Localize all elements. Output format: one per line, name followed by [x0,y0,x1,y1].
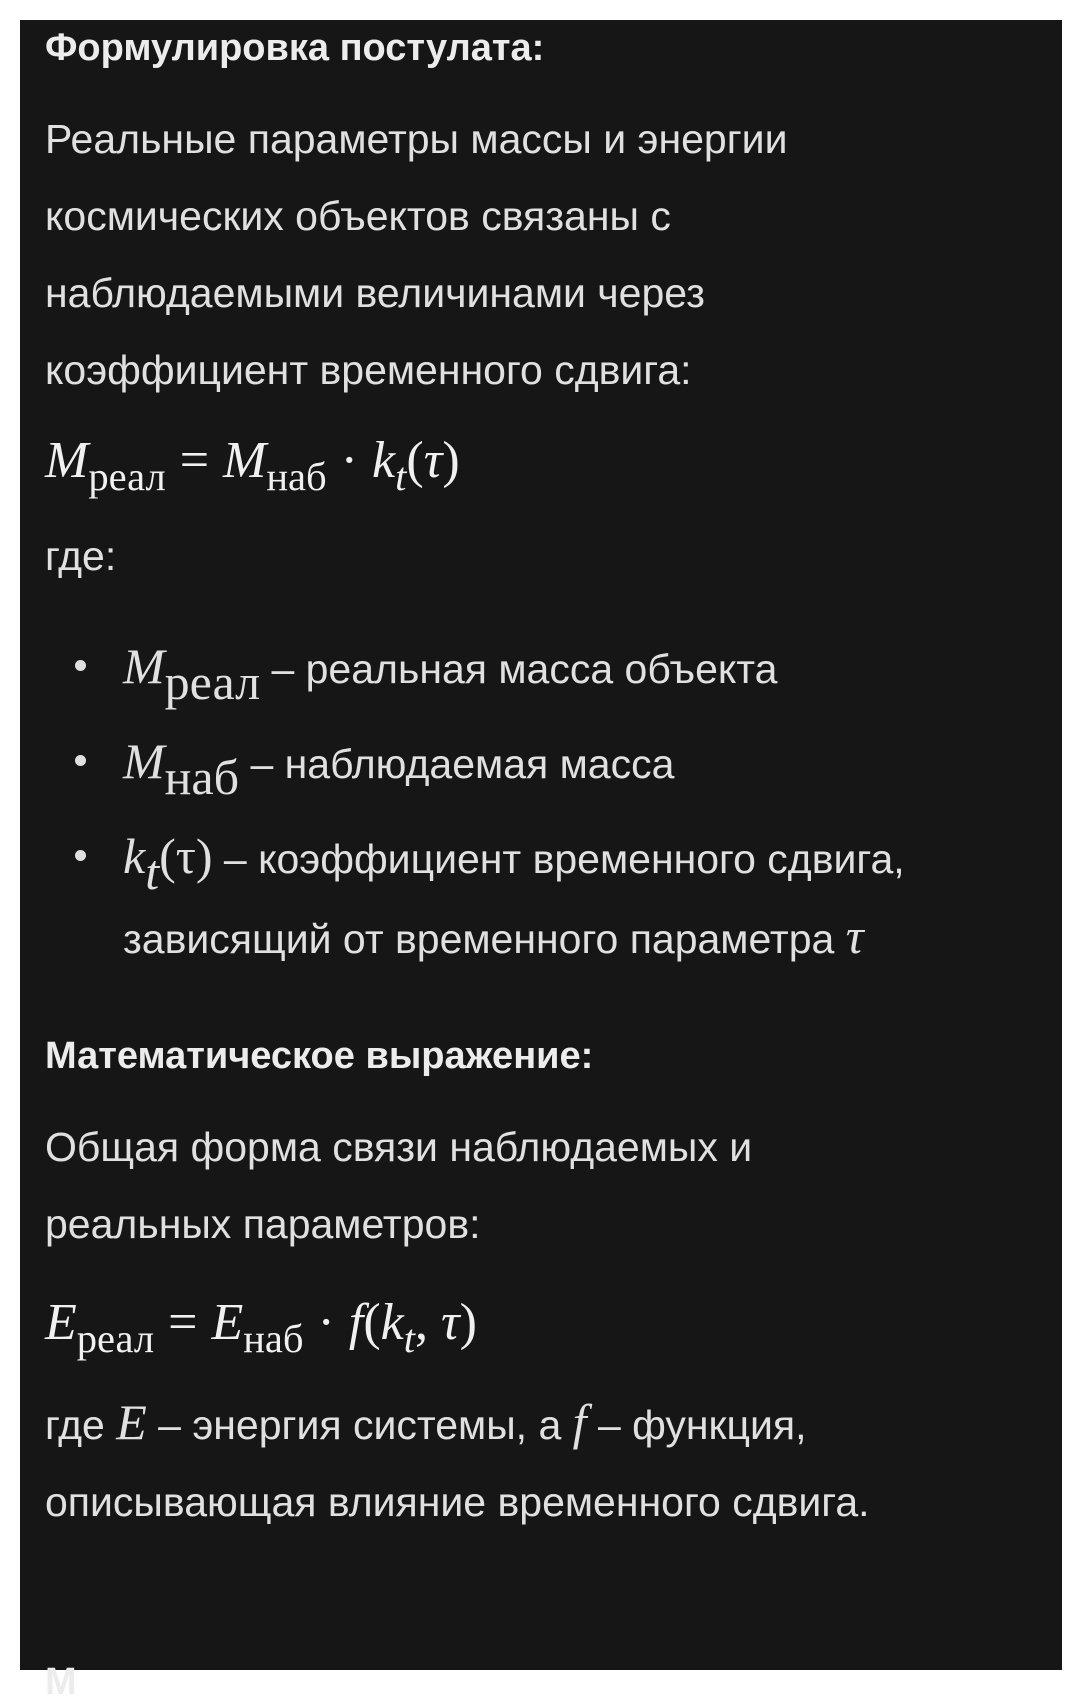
formula-subscript: наб [266,453,327,499]
paragraph-line: Общая форма связи наблюдаемых и [45,1124,753,1170]
formula-subscript: t [395,453,407,499]
note-text: где [45,1402,117,1448]
bullet-icon [75,660,86,671]
paragraph-line: космических объектов связаны с [45,193,671,239]
item-text: – реальная масса объекта [260,646,778,692]
where-label: где: [45,533,117,579]
note-text: – функция, [586,1402,807,1448]
item-symbol: k [123,828,146,884]
formula-subscript: реал [76,1315,155,1361]
list-item [45,818,1045,978]
item-subscript: реал [164,654,261,710]
formula-subscript: t [403,1315,416,1361]
item-text: зависящий от временного параметра [123,916,846,962]
formula-paren: ) [442,432,460,489]
note-symbol: E [116,1394,147,1450]
bullet-icon [75,850,86,861]
formula-equals: = [168,1294,198,1351]
formula-paren: ) [459,1294,477,1351]
formula-dot: · [317,1294,335,1351]
item-text: – коэффициент временного сдвига, [212,836,905,882]
postulate-paragraph [45,101,1045,409]
formula-symbol: M [45,432,89,489]
formula-subscript: наб [243,1315,304,1361]
list-item [45,723,1045,803]
formula-subscript: реал [88,453,166,499]
item-symbol: M [123,638,165,694]
note-paragraph [45,1384,1045,1541]
paragraph-line: Реальные параметры массы и энергии [45,116,788,162]
mass-formula [45,416,1045,509]
bullet-icon [75,755,86,766]
formula-symbol: τ [441,1294,460,1351]
formula-paren: ( [406,432,424,489]
math-paragraph [45,1109,1045,1263]
paragraph-line: наблюдаемыми величинами через [45,270,705,316]
section-heading-math: Математическое выражение: [45,1035,594,1077]
formula-symbol: k [380,1294,404,1351]
paragraph-line [45,1384,1045,1464]
formula-symbol: τ [423,432,443,489]
formula-symbol: f [348,1294,364,1351]
formula-paren: ( [363,1294,381,1351]
paragraph-line: описывающая влияние временного сдвига. [45,1479,870,1525]
next-section-heading-cut: М [45,1661,77,1703]
item-symbol: M [123,733,165,789]
note-symbol: f [572,1394,587,1450]
item-symbol: τ [845,908,864,964]
formula-equals: = [179,432,210,489]
item-subscript: t [145,844,160,900]
item-subscript: наб [164,749,240,805]
content-panel [20,20,1062,1703]
energy-formula [45,1278,1045,1371]
formula-symbol: E [45,1294,77,1351]
formula-symbol: k [372,432,396,489]
paragraph-line: реальных параметров: [45,1201,481,1247]
item-text: – наблюдаемая масса [239,741,675,787]
formula-symbol: M [223,432,267,489]
formula-symbol: E [211,1294,244,1351]
paragraph-line: коэффициент временного сдвига: [45,347,692,393]
definitions-list [45,628,1045,978]
note-text: – энергия системы, а [146,1402,573,1448]
list-item [45,628,1045,708]
formula-dot: · [340,432,358,489]
section-heading-postulate: Формулировка постулата: [45,27,545,69]
formula-comma: , [415,1294,442,1351]
item-argument: (τ) [159,828,213,884]
